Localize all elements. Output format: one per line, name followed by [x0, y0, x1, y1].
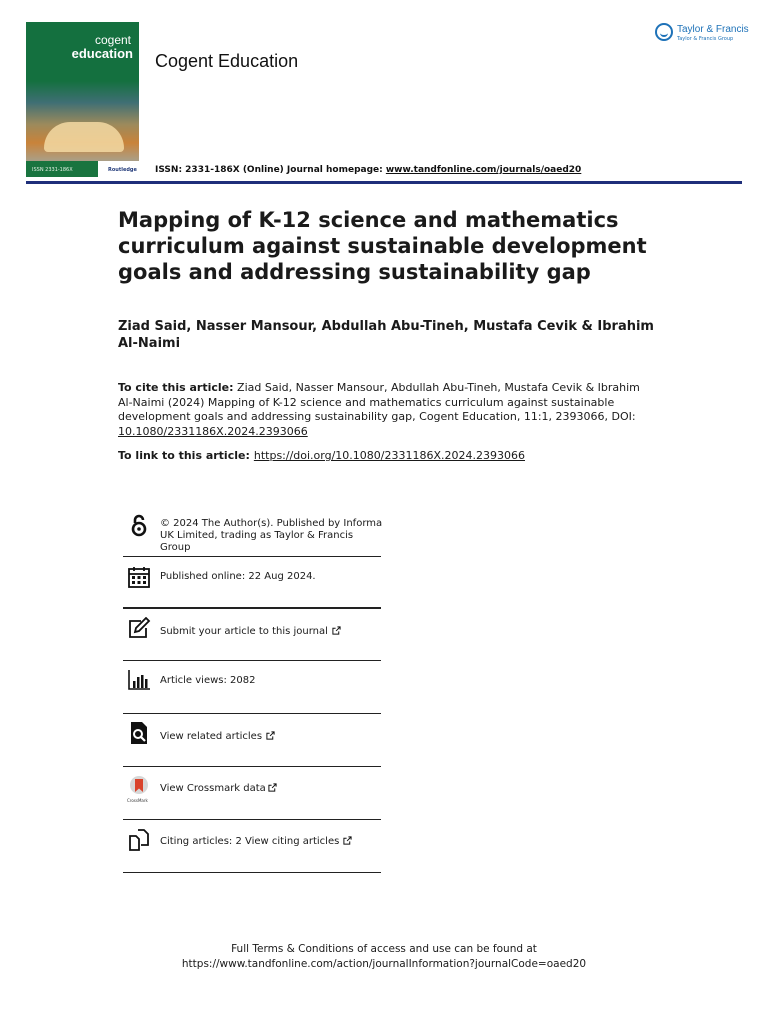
cover-publisher-mark: Routledge	[108, 167, 137, 173]
taylor-francis-logo[interactable]	[655, 22, 747, 48]
link-label: To link to this article:	[118, 449, 250, 462]
crossmark-icon	[127, 775, 151, 799]
cite-label: To cite this article:	[118, 381, 234, 394]
search-document-icon	[127, 721, 151, 745]
license-text: © 2024 The Author(s). Published by Informa UK Limited, trading as Taylor & Francis Group	[160, 518, 383, 553]
citing-articles-row[interactable]	[123, 825, 381, 871]
bar-chart-icon	[127, 668, 151, 692]
open-access-icon	[127, 514, 151, 538]
submit-article-link[interactable]	[160, 626, 341, 638]
crossmark-label: CrossMark	[127, 798, 148, 803]
issn-text: ISSN: 2331-186X (Online) Journal homepage:	[155, 165, 386, 175]
citation-block	[118, 381, 648, 439]
issn-line	[155, 165, 581, 175]
article-authors: Ziad Said, Nasser Mansour, Abdullah Abu-Tineh, Mustafa Cevik & Ibrahim Al-Naimi	[118, 319, 654, 351]
taylor-francis-logo-icon	[655, 23, 673, 41]
citing-documents-icon	[127, 828, 151, 852]
footer	[0, 942, 768, 972]
footer-terms-text: Full Terms & Conditions of access and use can be found at	[231, 943, 537, 955]
cover-book-graphic	[44, 122, 124, 152]
submit-article-row[interactable]	[123, 614, 381, 660]
journal-homepage-link[interactable]: www.tandfonline.com/journals/oaed20	[385, 165, 582, 175]
crossmark-link[interactable]	[160, 783, 277, 795]
row-divider	[123, 872, 381, 873]
related-articles-link[interactable]	[160, 731, 275, 743]
publisher-group: Taylor & Francis Group	[677, 36, 734, 42]
crossmark-row[interactable]	[123, 772, 381, 818]
related-articles-label: View related articles	[160, 731, 263, 742]
related-articles-row[interactable]	[123, 719, 381, 765]
article-views-text: Article views: 2082	[160, 675, 256, 686]
cover-issn: ISSN 2331-186X	[32, 167, 73, 173]
external-link-icon	[266, 731, 275, 740]
row-divider	[123, 766, 381, 767]
citing-articles-label: Citing articles: 2 View citing articles	[160, 836, 340, 847]
edit-icon	[127, 617, 151, 641]
journal-cover-image	[26, 22, 139, 177]
article-title: Mapping of K-12 science and mathematics curriculum against sustainable development goals and addressing sustainability gap	[118, 208, 647, 284]
footer-terms-url[interactable]: https://www.tandfonline.com/action/journalInformation?journalCode=oaed20	[181, 958, 587, 970]
row-divider	[123, 819, 381, 820]
row-divider	[123, 556, 381, 557]
article-doi-link[interactable]: https://doi.org/10.1080/2331186X.2024.2393066	[253, 449, 525, 462]
cite-text: Ziad Said, Nasser Mansour, Abdullah Abu-Tineh, Mustafa Cevik & Ibrahim Al-Naimi (2024) Mapping of K-12 science and mathematics curriculum against sustainable development goals and addressing sustainability gap, Cogent Education, 11:1, 2393066, DOI:	[118, 381, 640, 423]
article-link-line	[118, 449, 525, 463]
article-views-row	[123, 666, 381, 712]
citing-articles-link[interactable]	[160, 836, 352, 848]
published-row	[123, 562, 381, 606]
journal-title: Cogent Education	[155, 51, 299, 71]
submit-article-label: Submit your article to this journal	[160, 626, 328, 637]
publisher-name: Taylor & Francis	[677, 24, 749, 35]
cover-text-cogent: cogent	[94, 33, 131, 47]
external-link-icon	[268, 783, 277, 792]
row-divider	[123, 660, 381, 661]
published-text: Published online: 22 Aug 2024.	[160, 571, 316, 582]
row-divider	[123, 607, 381, 609]
cite-doi-link[interactable]: 10.1080/2331186X.2024.2393066	[118, 424, 308, 438]
row-divider	[123, 713, 381, 714]
external-link-icon	[343, 836, 352, 845]
calendar-icon	[127, 565, 151, 589]
header-divider	[26, 181, 742, 184]
cover-text-education: education	[71, 46, 133, 61]
crossmark-text: View Crossmark data	[160, 783, 266, 794]
license-row	[123, 512, 381, 556]
external-link-icon	[332, 626, 341, 635]
